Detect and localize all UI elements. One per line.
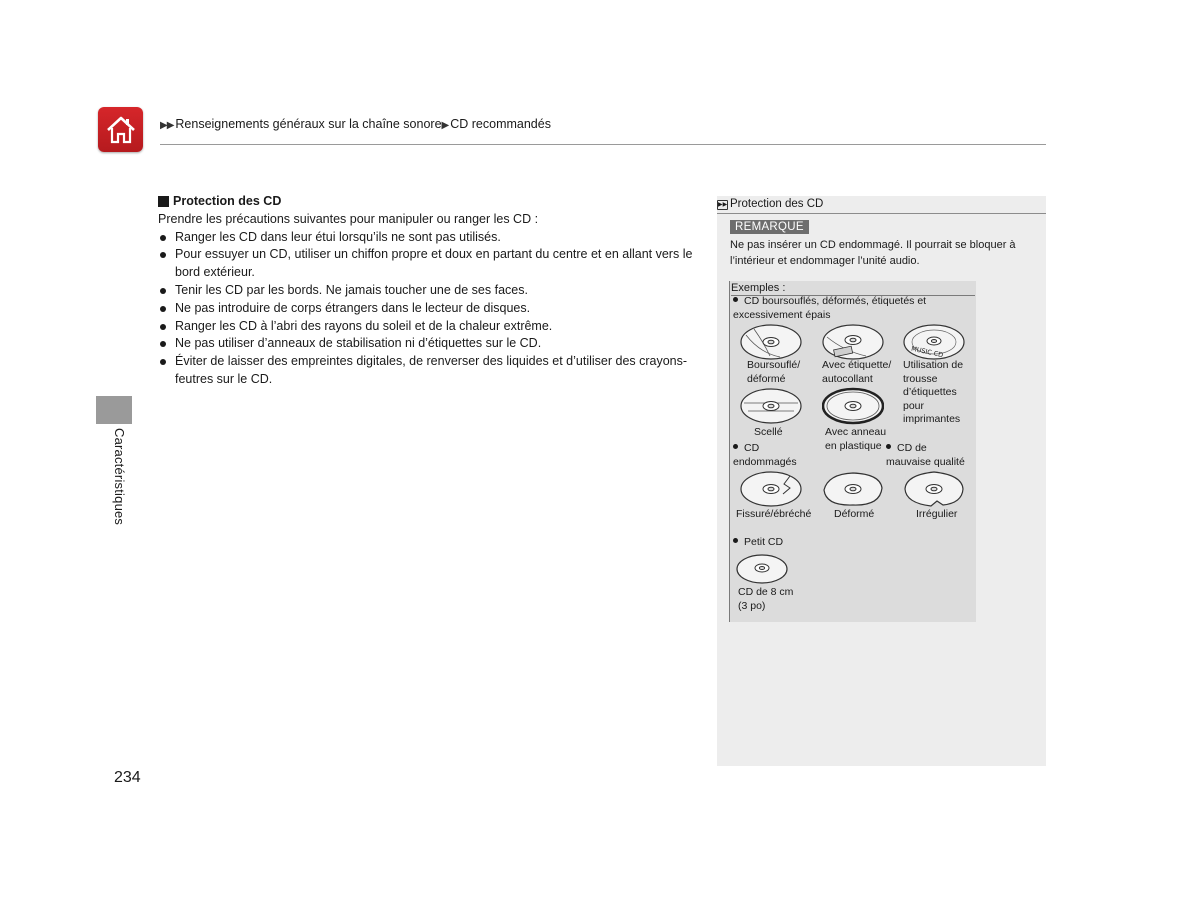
home-icon	[104, 113, 138, 147]
cd-disc-icon	[903, 323, 965, 361]
breadcrumb-link-cd[interactable]: CD recommandés	[450, 117, 551, 131]
list-item: Ranger les CD dans leur étui lorsqu’ils ne sont pas utilisés.	[158, 229, 703, 247]
cd-disc-icon	[822, 470, 884, 508]
cd-disc-icon	[822, 387, 884, 425]
breadcrumb	[160, 117, 551, 131]
cd-caption: Boursouflé/ déformé	[747, 359, 801, 385]
home-button[interactable]	[98, 107, 143, 152]
breadcrumb-link-audio[interactable]: Renseignements généraux sur la chaîne sonore	[175, 117, 442, 131]
cd-caption-line: (3 po)	[738, 599, 766, 612]
group-small-cd-label: Petit CD	[733, 536, 783, 550]
header-divider	[160, 144, 1046, 145]
group-poor-quality-label: CD de mauvaise qualité	[886, 442, 974, 469]
cd-disc-icon	[903, 470, 965, 508]
group-damaged-label: CD endommagés	[733, 442, 813, 469]
disc-label-text: MUSIC CD	[910, 344, 944, 360]
note-text: Ne pas insérer un CD endommagé. Il pourrait se bloquer à l’intérieur et endommager l’unité audio.	[730, 239, 1016, 267]
section-title	[158, 193, 703, 211]
panel-title: Protection des CD	[730, 198, 824, 210]
cd-disc-icon	[740, 470, 802, 508]
list-item: Ranger les CD à l’abri des rayons du soleil et de la chaleur extrême.	[158, 318, 703, 336]
list-item: Tenir les CD par les bords. Ne jamais toucher une de ses faces.	[158, 282, 703, 300]
cd-caption-line: CD de 8 cm	[738, 586, 794, 598]
reference-icon: ▶▶	[718, 202, 728, 208]
cd-caption: Utilisation de trousse d’étiquettes pour imprimantes	[903, 359, 964, 426]
cd-caption: Scellé	[754, 426, 783, 438]
cd-caption: Avec anneau en plastique	[825, 426, 887, 452]
list-item: Ne pas introduire de corps étrangers dans le lecteur de disques.	[158, 300, 703, 318]
square-bullet-icon	[158, 196, 169, 207]
precautions-list	[158, 229, 703, 389]
cd-caption: Irrégulier	[916, 508, 958, 520]
cd-caption: Fissuré/ébréché	[736, 508, 812, 520]
chapter-tab[interactable]	[96, 396, 132, 424]
cd-caption	[738, 586, 793, 613]
section-title-text: Protection des CD	[173, 194, 282, 208]
group-warped-label: CD boursouflés, déformés, étiquetés et excessivement épais	[733, 295, 968, 322]
main-content	[158, 193, 703, 389]
list-item: Ne pas utiliser d’anneaux de stabilisation ni d’étiquettes sur le CD.	[158, 335, 703, 353]
list-item: Pour essuyer un CD, utiliser un chiffon propre et doux en partant du centre et en allant vers le bord extérieur.	[158, 246, 703, 282]
cd-disc-icon	[740, 387, 802, 425]
cd-disc-icon	[822, 323, 884, 361]
cd-disc-icon	[740, 323, 802, 361]
list-item: Éviter de laisser des empreintes digitales, de renverser des liquides et d’utiliser des crayons-feutres sur le CD.	[158, 353, 703, 389]
note-badge: REMARQUE	[730, 220, 809, 234]
cd-caption: Avec étiquette/ autocollant	[822, 359, 892, 385]
examples-title: Exemples :	[731, 281, 975, 296]
cd-disc-icon	[736, 553, 788, 585]
page-number: 234	[114, 769, 141, 786]
chapter-label: Caractéristiques	[112, 428, 127, 526]
intro-text: Prendre les précautions suivantes pour manipuler ou ranger les CD :	[158, 211, 539, 226]
panel-header	[717, 196, 1046, 214]
cd-caption: Déformé	[834, 508, 875, 520]
arrow-icon: ▶	[441, 120, 449, 131]
double-arrow-icon: ▶▶	[160, 120, 174, 131]
